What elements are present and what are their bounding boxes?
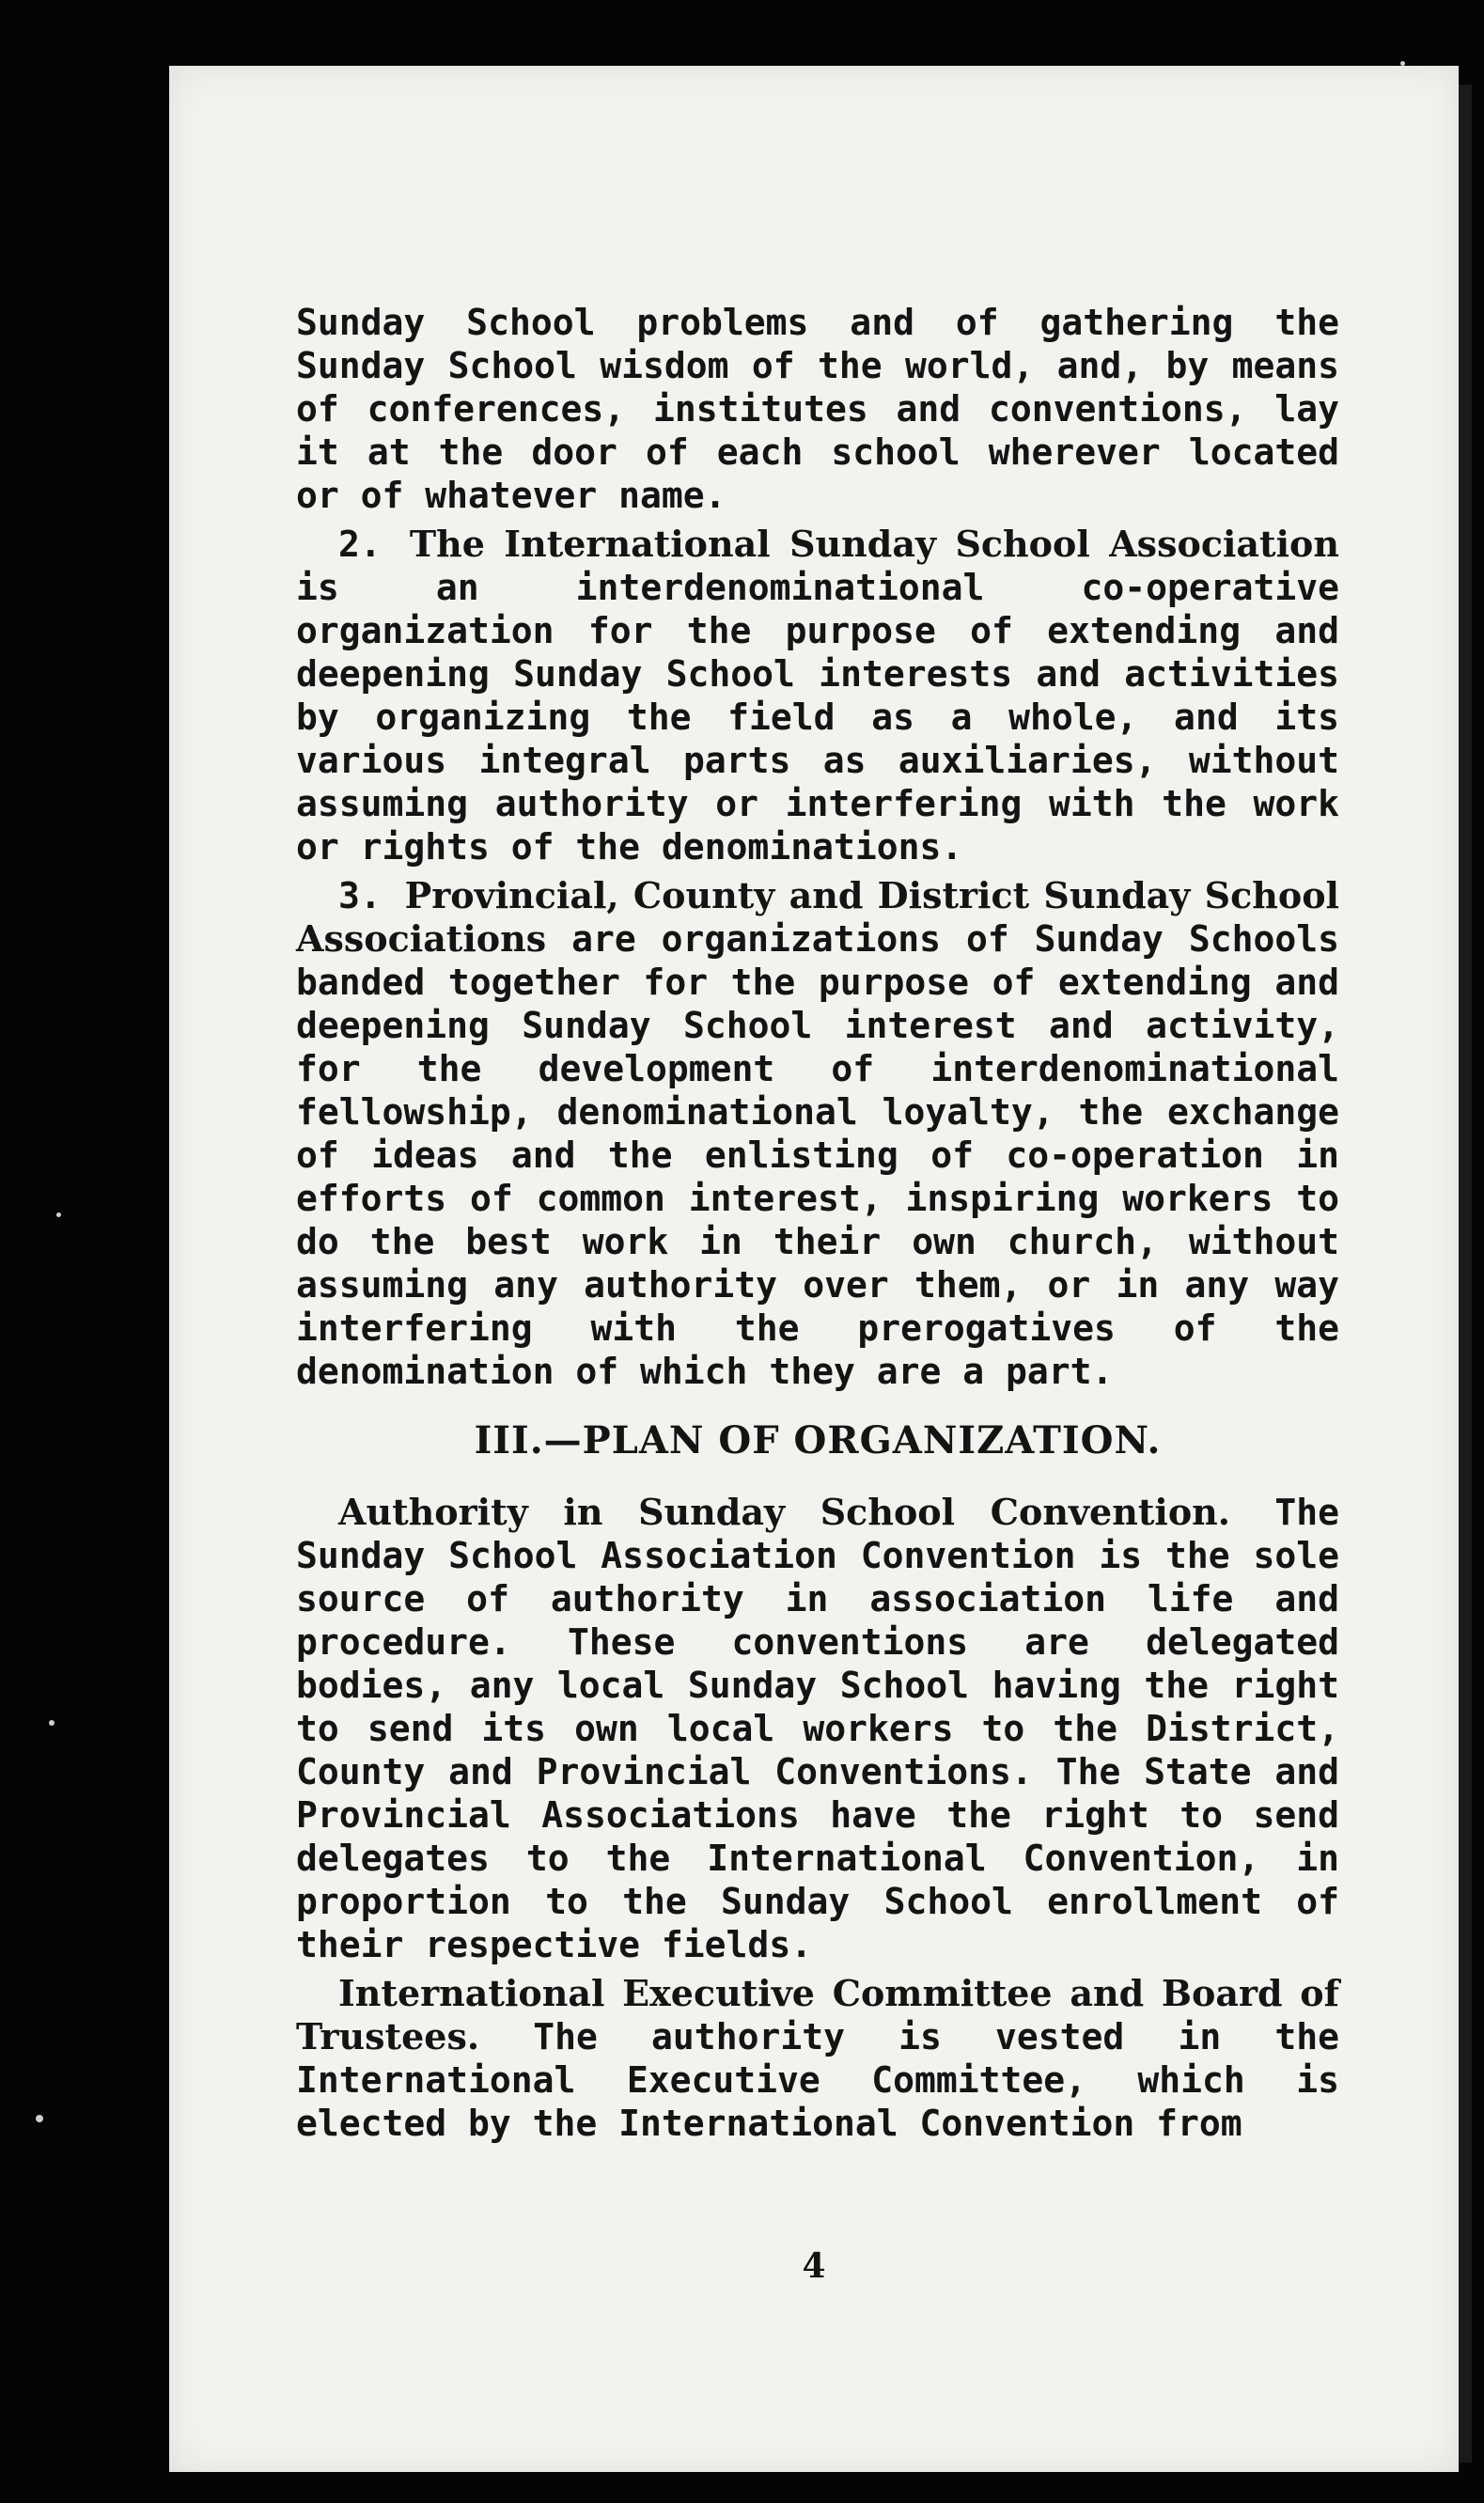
page-number: 4 [802,2246,826,2286]
paragraph-lead: The International Sunday School Association [409,523,1339,565]
paragraph-number: 2. [338,524,382,565]
paragraph-text: The Sunday School Association Convention is the sole source of authority in association life and procedure. These conventions are delegated bodies, any local Sunday School having the right to send its own local workers to the District, County and Provincial Conventions. The State and Provincial Associations have the right to send delegates to the International Convention, in proportion to the Sunday School enrollment of their respective fields. [296,1492,1339,1965]
paragraph-text: The authority is vested in the International Executive Committee, which is elected by the International Convention from [296,2016,1339,2144]
paragraph-lead: International Executive Committee and Board of Trustees. [296,1972,1339,2057]
paragraph-provincial-associations [296,874,1339,1393]
scan-speck [56,1212,61,1217]
paragraph-authority [296,1491,1339,1966]
paragraph-text: Sunday School problems and of gathering the Sunday School wisdom of the world, and, by means of conferences, institutes and conventions, lay it at the door of each school wherever located or of whatever name. [296,302,1339,516]
scan-speck [49,1720,55,1726]
page-edge-shadow [1459,85,1472,2463]
paragraph-lead: Authority in Sunday School Convention. [338,1491,1231,1533]
paragraph-continuation [296,301,1339,517]
section-heading: III.—PLAN OF ORGANIZATION. [474,1418,1162,1463]
paragraph-executive-committee [296,1972,1339,2145]
scan-speck [1400,61,1405,66]
book-page [169,66,1459,2472]
paragraph-text: is an interdenominational co-operative organization for the purpose of extending and deepening Sunday School interests and activities by organizing the field as a whole, and its various integral parts as auxiliaries, without assuming authority or interfering with the work or rights of the denominations. [296,567,1339,868]
paragraph-text: are organizations of Sunday Schools banded together for the purpose of extending and deepening Sunday School interest and activity, for the development of interdenominational fellowship, denominational loyalty, the exchange of ideas and the enlisting of co-operation in efforts of common interest, inspiring workers to do the best work in their own church, without assuming any authority over them, or in any way interfering with the prerogatives of the denomination of which they are a part. [296,918,1339,1392]
page-text [296,301,1339,2151]
paragraph-international-association [296,523,1339,868]
paragraph-lead: Provincial, County and District Sunday School Associations [296,874,1339,960]
scan-speck [36,2115,43,2122]
paragraph-number: 3. [338,875,382,916]
